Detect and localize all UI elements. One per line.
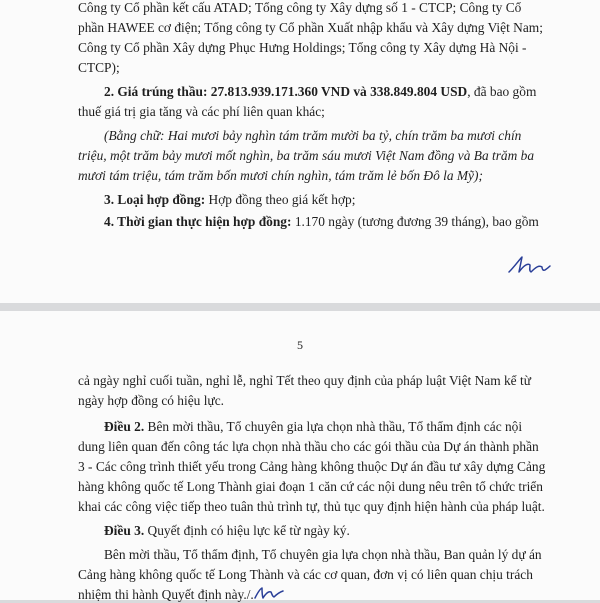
article-2-first-line — [104, 419, 522, 435]
contract-type — [104, 192, 355, 208]
closing-signature-mark — [252, 586, 286, 600]
closing-line-2: Cảng hàng không quốc tế Long Thành và các cơ quan, đơn vị có liên quan chịu trách — [78, 567, 533, 582]
contract-duration — [104, 214, 539, 230]
closing-line-1: Bên mời thầu, Tổ thẩm định, Tổ chuyên gia lựa chọn nhà thầu, Ban quản lý dự án — [104, 547, 542, 562]
duration-continuation-line-1: cả ngày nghỉ cuối tuần, nghỉ lễ, nghỉ Tết theo quy định của pháp luật Việt Nam kể từ — [78, 373, 531, 388]
winning-bid-label: 2. Giá trúng thầu: — [104, 84, 208, 99]
amount-in-words-line-3: mươi tám triệu, tám trăm bốn mươi chín nghìn, tám trăm lẻ bốn Đô la Mỹ); — [78, 168, 483, 183]
amount-in-words-line-2: triệu, một trăm bảy mươi mốt nghìn, ba trăm sáu mươi Việt Nam đồng và Ba trăm ba — [78, 148, 535, 163]
contractors-line-1: Công ty Cổ phần kết cấu ATAD; Tổng công ty Xây dựng số 1 - CTCP; Công ty Cổ — [78, 0, 522, 15]
article-2-text: Bên mời thầu, Tổ chuyên gia lựa chọn nhà thầu, Tổ thẩm định các nội — [144, 419, 523, 434]
contractors-line-4: CTCP); — [78, 60, 120, 75]
article-3 — [104, 523, 350, 539]
initials-signature — [506, 252, 552, 276]
article-3-label: Điều 3. — [104, 523, 145, 538]
contract-duration-label: 4. Thời gian thực hiện hợp đồng: — [104, 214, 292, 229]
winning-bid-line-2: thuế giá trị gia tăng và các phí liên quan khác; — [78, 104, 325, 119]
winning-bid-rest: , đã bao gồm — [467, 84, 537, 99]
contractors-line-3: Công ty Cổ phần Xây dựng Phục Hưng Holdings; Tổng công ty Xây dựng Hà Nội - — [78, 40, 527, 55]
page-number: 5 — [297, 338, 303, 352]
contract-type-label: 3. Loại hợp đồng: — [104, 192, 206, 207]
contract-type-value: Hợp đồng theo giá kết hợp; — [205, 192, 356, 207]
duration-continuation-line-2: ngày hợp đồng có hiệu lực. — [78, 393, 224, 408]
article-2-line-2: dung liên quan đến công tác lựa chọn nhà thầu cho các gói thầu của Dự án thành phần — [78, 439, 539, 454]
winning-bid-amount: 27.813.939.171.360 VND và 338.849.804 USD — [207, 84, 468, 99]
contractors-line-2: phần HAWEE cơ điện; Tổng công ty Cổ phần Xuất nhập khẩu và Xây dựng Việt Nam; — [78, 20, 543, 35]
article-2-line-3: 3 - Các công trình thiết yếu trong Cảng hàng không thuộc Dự án đầu tư xây dựng Cảng — [78, 459, 546, 474]
article-2-line-5: khai các công việc tiếp theo tuân thủ trình tự, thủ tục quy định hiện hành của pháp luật. — [78, 499, 545, 514]
contract-duration-value: 1.170 ngày (tương đương 39 tháng), bao gồm — [291, 214, 539, 229]
closing-line-3: nhiệm thi hành Quyết định này./. — [78, 587, 254, 602]
lower-document-page — [0, 311, 600, 600]
article-2-line-4: hàng không quốc tế Long Thành giai đoạn 1 căn cứ các nội dung nêu trên tổ chức triển — [78, 479, 543, 494]
article-2-label: Điều 2. — [104, 419, 145, 434]
amount-in-words-line-1: (Bằng chữ: Hai mươi bảy nghìn tám trăm mười ba tỷ, chín trăm ba mươi chín — [104, 128, 522, 143]
article-3-text: Quyết định có hiệu lực kể từ ngày ký. — [144, 523, 350, 538]
winning-bid-price — [104, 84, 536, 100]
